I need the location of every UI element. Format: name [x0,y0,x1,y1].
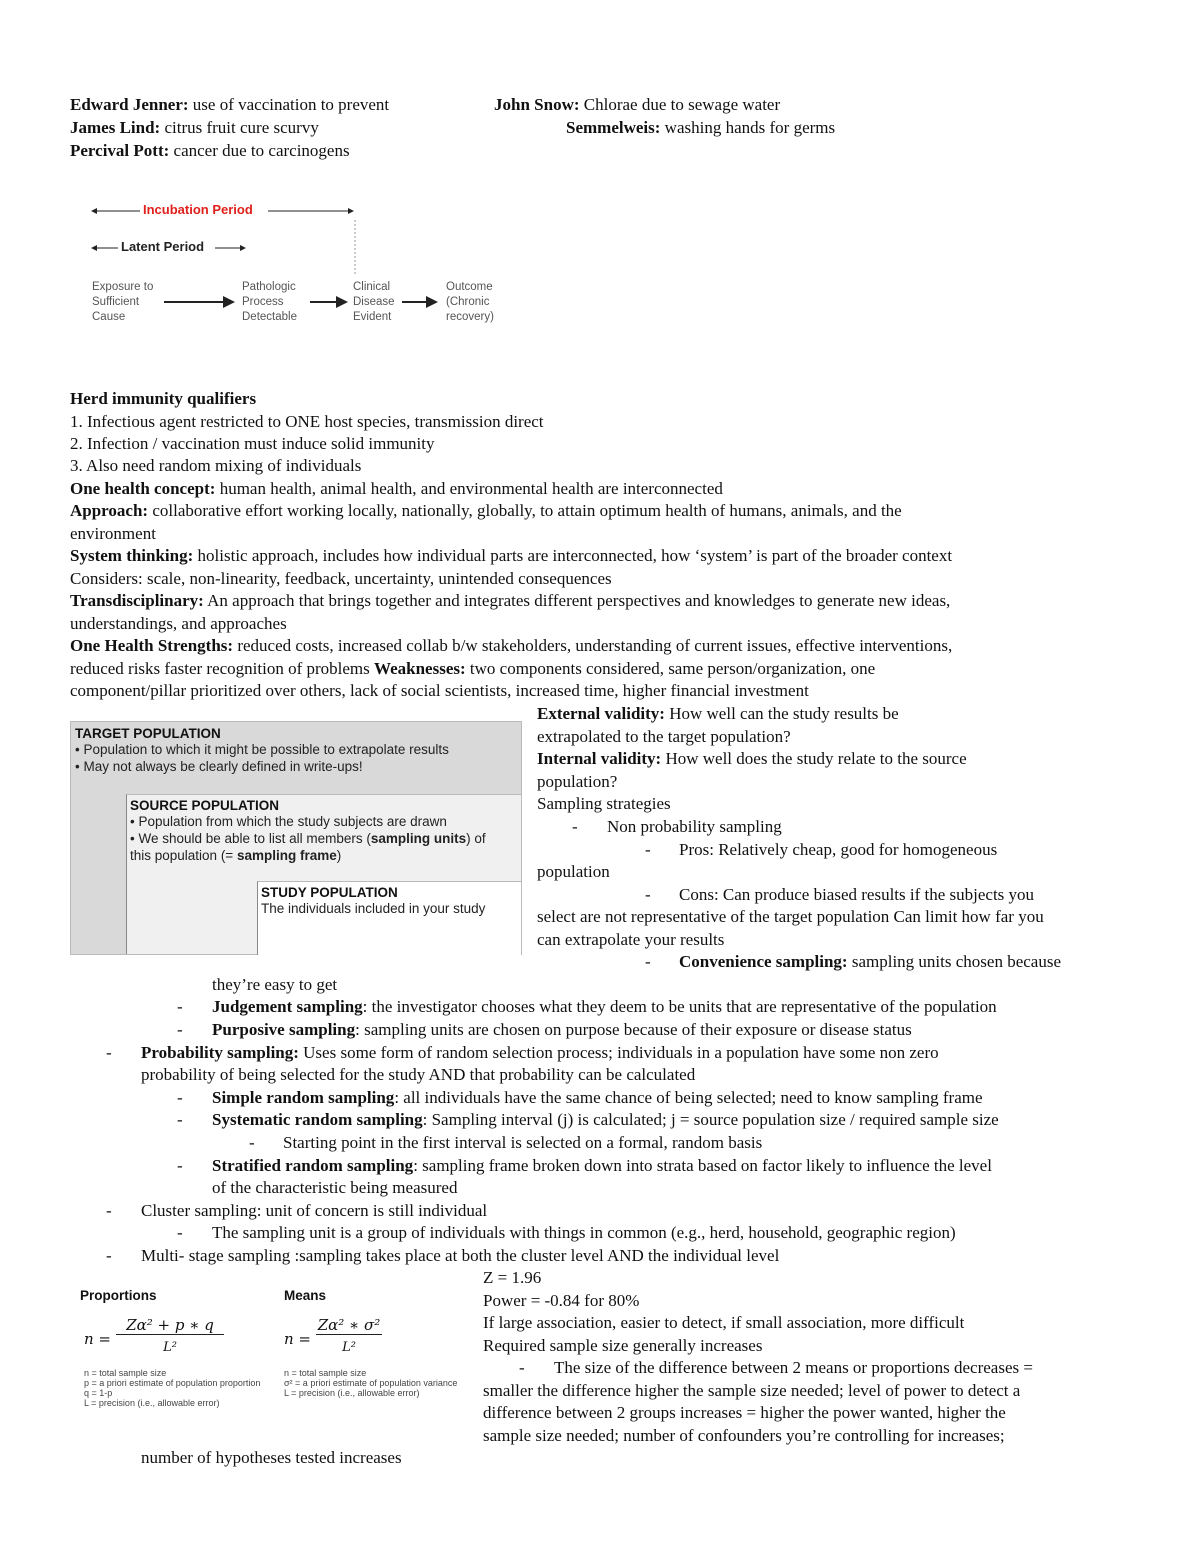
study-population [257,881,521,955]
simple-random-sampling: Simple random sampling: all individuals have the same chance of being selected; need to know sampling frame [212,1088,983,1107]
source-population [126,794,521,954]
bullet-dash: - [177,1020,183,1039]
bullet-dash: - [177,1110,183,1129]
required-sample-size: Required sample size generally increases [483,1336,763,1355]
means-note-2: σ² = a priori estimate of population variance [284,1378,458,1388]
systematic-random-sampling: Systematic random sampling: Sampling interval (j) is calculated; j = source population size / required sample size [212,1110,999,1129]
stage-pathologic: Pathologic Process Detectable [242,281,297,323]
hypotheses-line: number of hypotheses tested increases [141,1448,402,1467]
starting-point: Starting point in the first interval is selected on a formal, random basis [283,1133,763,1152]
stage-clinical: Clinical Disease Evident [353,281,395,323]
weaknesses-cont: component/pillar prioritized over others, lack of social scientists, increased time, higher financial investment [70,681,809,700]
stage-exposure: Exposure to Sufficient Cause [92,281,154,323]
prop-numerator: Zα² + p ∗ q [116,1316,224,1335]
means-denominator: L² [342,1340,356,1355]
bullet-dash: - [106,1201,112,1220]
study-title: STUDY POPULATION [261,885,398,900]
prop-note-1: n = total sample size [84,1368,167,1378]
means-formula [284,1288,474,1418]
bullet-dash: - [177,997,183,1016]
pros: Pros: Relatively cheap, good for homogeneous [679,840,998,859]
bullet-dash: - [106,1246,112,1265]
external-validity: External validity: How well can the study results be [537,704,899,723]
bullet-dash: - [177,1223,183,1242]
convenience-sampling: Convenience sampling: sampling units chosen because [679,952,1061,971]
z-value: Z = 1.96 [483,1268,542,1287]
proportions-formula [80,1288,280,1418]
stage-outcome: Outcome (Chronic recovery) [446,281,494,323]
probability-cont: probability of being selected for the study AND that probability can be calculated [141,1065,696,1084]
pott-name: Percival Pott: [70,141,170,160]
herd-title: Herd immunity qualifiers [70,389,257,408]
prop-denominator: L² [163,1340,177,1355]
strengths-weaknesses: reduced risks faster recognition of problems Weaknesses: two components considered, same person/organization, one [70,659,876,678]
size-line-2: smaller the difference higher the sample size needed; level of power to detect a [483,1381,1021,1400]
herd-item-1: 1. Infectious agent restricted to ONE host species, transmission direct [70,412,544,431]
pott-line: Percival Pott: cancer due to carcinogens [70,141,350,160]
system-thinking: System thinking: holistic approach, includes how individual parts are interconnected, how ‘system’ is part of the broader context [70,546,953,565]
purposive-sampling: Purposive sampling: sampling units are chosen on purpose because of their exposure or disease status [212,1020,912,1039]
one-health-strengths: One Health Strengths: reduced costs, increased collab b/w stakeholders, understanding of current issues, effective interventions, [70,636,953,655]
considers: Considers: scale, non-linearity, feedback, uncertainty, unintended consequences [70,569,612,588]
source-title: SOURCE POPULATION [130,798,280,813]
cluster-sub: The sampling unit is a group of individuals with things in common (e.g., herd, household, geographic region) [212,1223,956,1242]
population-nested-box [70,721,522,955]
transdisciplinary-cont: understandings, and approaches [70,614,287,633]
prop-note-3: q = 1-p [84,1388,113,1398]
one-health-concept: One health concept: human health, animal health, and environmental health are interconnected [70,479,723,498]
semmelweis-line: Semmelweis: washing hands for germs [566,118,836,137]
target-point-1: • Population to which it might be possible to extrapolate results [75,742,449,757]
internal-validity-cont: population? [537,772,618,791]
herd-item-3: 3. Also need random mixing of individuals [70,456,362,475]
multi-stage-sampling: Multi- stage sampling :sampling takes place at both the cluster level AND the individual level [141,1246,780,1265]
latent-period-label: Latent Period [121,239,205,254]
semmelweis-name: Semmelweis: [566,118,661,137]
size-line-1: The size of the difference between 2 means or proportions decreases = [554,1358,1033,1377]
approach-cont: environment [70,524,156,543]
stratified-random-sampling: Stratified random sampling: sampling frame broken down into strata based on factor likely to influence the level [212,1156,992,1175]
bullet-dash: - [519,1358,525,1377]
proportions-title: Proportions [80,1288,157,1303]
disease-timeline-diagram [88,198,508,333]
probability-sampling: Probability sampling: Uses some form of random selection process; individuals in a population have some non zero [141,1043,939,1062]
size-line-4: sample size needed; number of confounders you’re controlling for increases; [483,1426,1005,1445]
internal-validity: Internal validity: How well does the study relate to the source [537,749,967,768]
prop-note-2: p = a priori estimate of population proportion [84,1378,261,1388]
bullet-dash: - [177,1088,183,1107]
sampling-strategies: Sampling strategies [537,794,671,813]
bullet-dash: - [106,1043,112,1062]
incubation-period-label: Incubation Period [143,202,253,217]
bullet-dash: - [249,1133,255,1152]
source-point-3: this population (= sampling frame) [130,848,342,863]
power-value: Power = -0.84 for 80% [483,1291,640,1310]
snow-line: John Snow: Chlorae due to sewage water [494,95,781,114]
bullet-dash: - [645,952,651,971]
transdisciplinary: Transdisciplinary: An approach that brings together and integrates different perspectives and knowledges to generate new ideas, [70,591,951,610]
convenience-cont: they’re easy to get [212,975,338,994]
source-point-2: • We should be able to list all members (sampling units) of [130,831,486,846]
stratified-cont: of the characteristic being measured [212,1178,458,1197]
herd-item-2: 2. Infection / vaccination must induce solid immunity [70,434,435,453]
non-probability-sampling: Non probability sampling [607,817,782,836]
jenner-line: Edward Jenner: use of vaccination to prevent [70,95,390,114]
study-point-1: The individuals included in your study [261,901,486,916]
lind-name: James Lind: [70,118,161,137]
means-title: Means [284,1288,327,1303]
pros-cont: population [537,862,610,881]
judgement-sampling: Judgement sampling: the investigator chooses what they deem to be units that are representative of the population [212,997,997,1016]
prop-note-4: L = precision (i.e., allowable error) [84,1398,220,1408]
lind-line: James Lind: citrus fruit cure scurvy [70,118,319,137]
target-title: TARGET POPULATION [75,726,221,741]
snow-name: John Snow: [494,95,580,114]
means-n-equals: n = [284,1330,311,1348]
cons-cont-1: select are not representative of the target population Can limit how far you [537,907,1044,926]
external-validity-cont: extrapolated to the target population? [537,727,791,746]
means-numerator: Zα² ∗ σ² [317,1316,381,1334]
approach: Approach: collaborative effort working locally, nationally, globally, to attain optimum health of humans, animals, and the [70,501,902,520]
prop-n-equals: n = [84,1330,111,1348]
jenner-name: Edward Jenner: [70,95,189,114]
bullet-dash: - [645,885,651,904]
bullet-dash: - [645,840,651,859]
source-point-1: • Population from which the study subjects are drawn [130,814,447,829]
cluster-sampling: Cluster sampling: unit of concern is still individual [141,1201,488,1220]
target-point-2: • May not always be clearly defined in write-ups! [75,759,363,774]
bullet-dash: - [572,817,578,836]
large-association: If large association, easier to detect, if small association, more difficult [483,1313,965,1332]
means-note-3: L = precision (i.e., allowable error) [284,1388,420,1398]
size-line-3: difference between 2 groups increases = higher the power wanted, higher the [483,1403,1006,1422]
bullet-dash: - [177,1156,183,1175]
cons-cont-2: can extrapolate your results [537,930,725,949]
target-population [75,726,449,775]
cons: Cons: Can produce biased results if the subjects you [679,885,1035,904]
means-note-1: n = total sample size [284,1368,367,1378]
